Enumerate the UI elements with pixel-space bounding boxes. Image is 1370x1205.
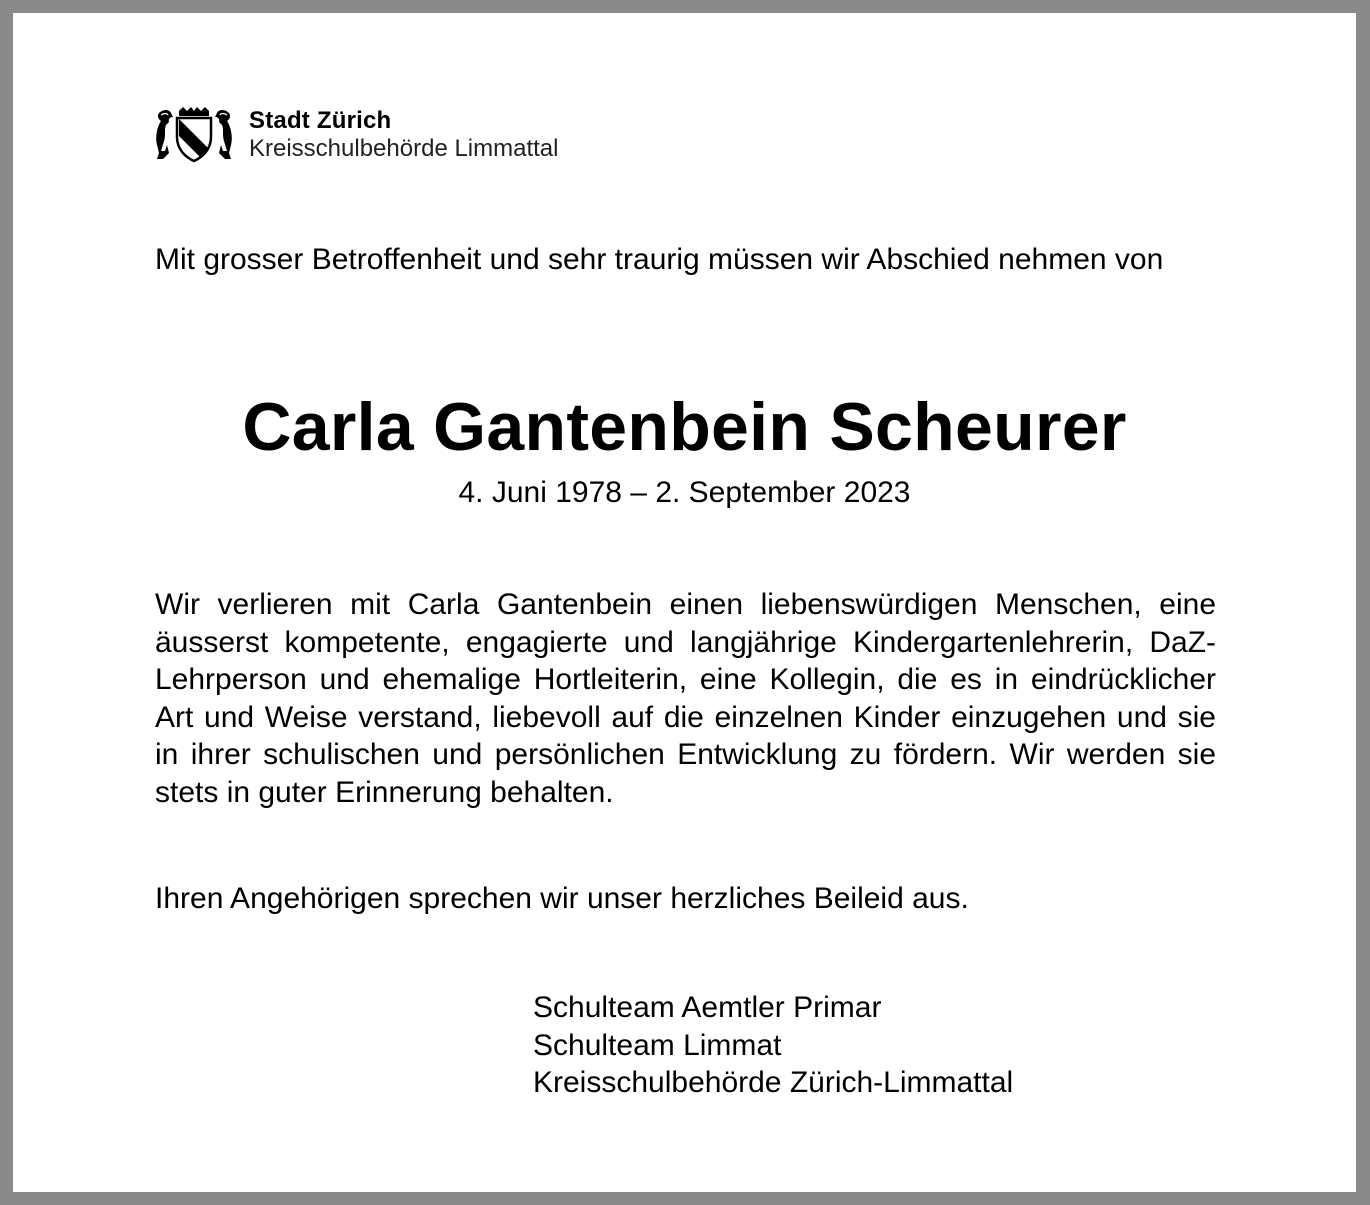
intro-text: Mit grosser Betroffenheit und sehr traurig müssen wir Abschied nehmen von <box>155 243 1164 276</box>
signatories <box>533 989 1013 1102</box>
life-dates: 4. Juni 1978 – 2. September 2023 <box>458 476 911 509</box>
organization <box>249 107 558 162</box>
deceased-name: Carla Gantenbein Scheurer <box>242 389 1127 465</box>
letterhead <box>155 105 558 165</box>
organization-department: Kreisschulbehörde Limmattal <box>249 135 559 162</box>
condolence-text: Ihren Angehörigen sprechen wir unser herzliches Beileid aus. <box>155 882 969 915</box>
zurich-coat-of-arms-icon <box>155 107 233 163</box>
tribute-paragraph: Wir verlieren mit Carla Gantenbein einen liebenswürdigen Menschen, eine äusserst kompetente, engagierte und langjährige Kindergartenlehrerin, DaZ-Lehrperson und ehemalige Hortleiterin, eine Kollegin, die es in eindrücklicher Art und Weise verstand, liebevoll auf die einzelnen Kinder einzugehen und sie in ihrer schulischen und persönlichen Entwicklung zu fördern. Wir werden sie stets in guter Erinnerung behalten. <box>155 588 1216 809</box>
document-page <box>13 13 1356 1192</box>
organization-name: Stadt Zürich <box>249 107 392 135</box>
signatory: Kreisschulbehörde Zürich-Limmattal <box>533 1066 1014 1099</box>
signatory: Schulteam Aemtler Primar <box>533 991 882 1024</box>
signatory: Schulteam Limmat <box>533 1028 782 1062</box>
